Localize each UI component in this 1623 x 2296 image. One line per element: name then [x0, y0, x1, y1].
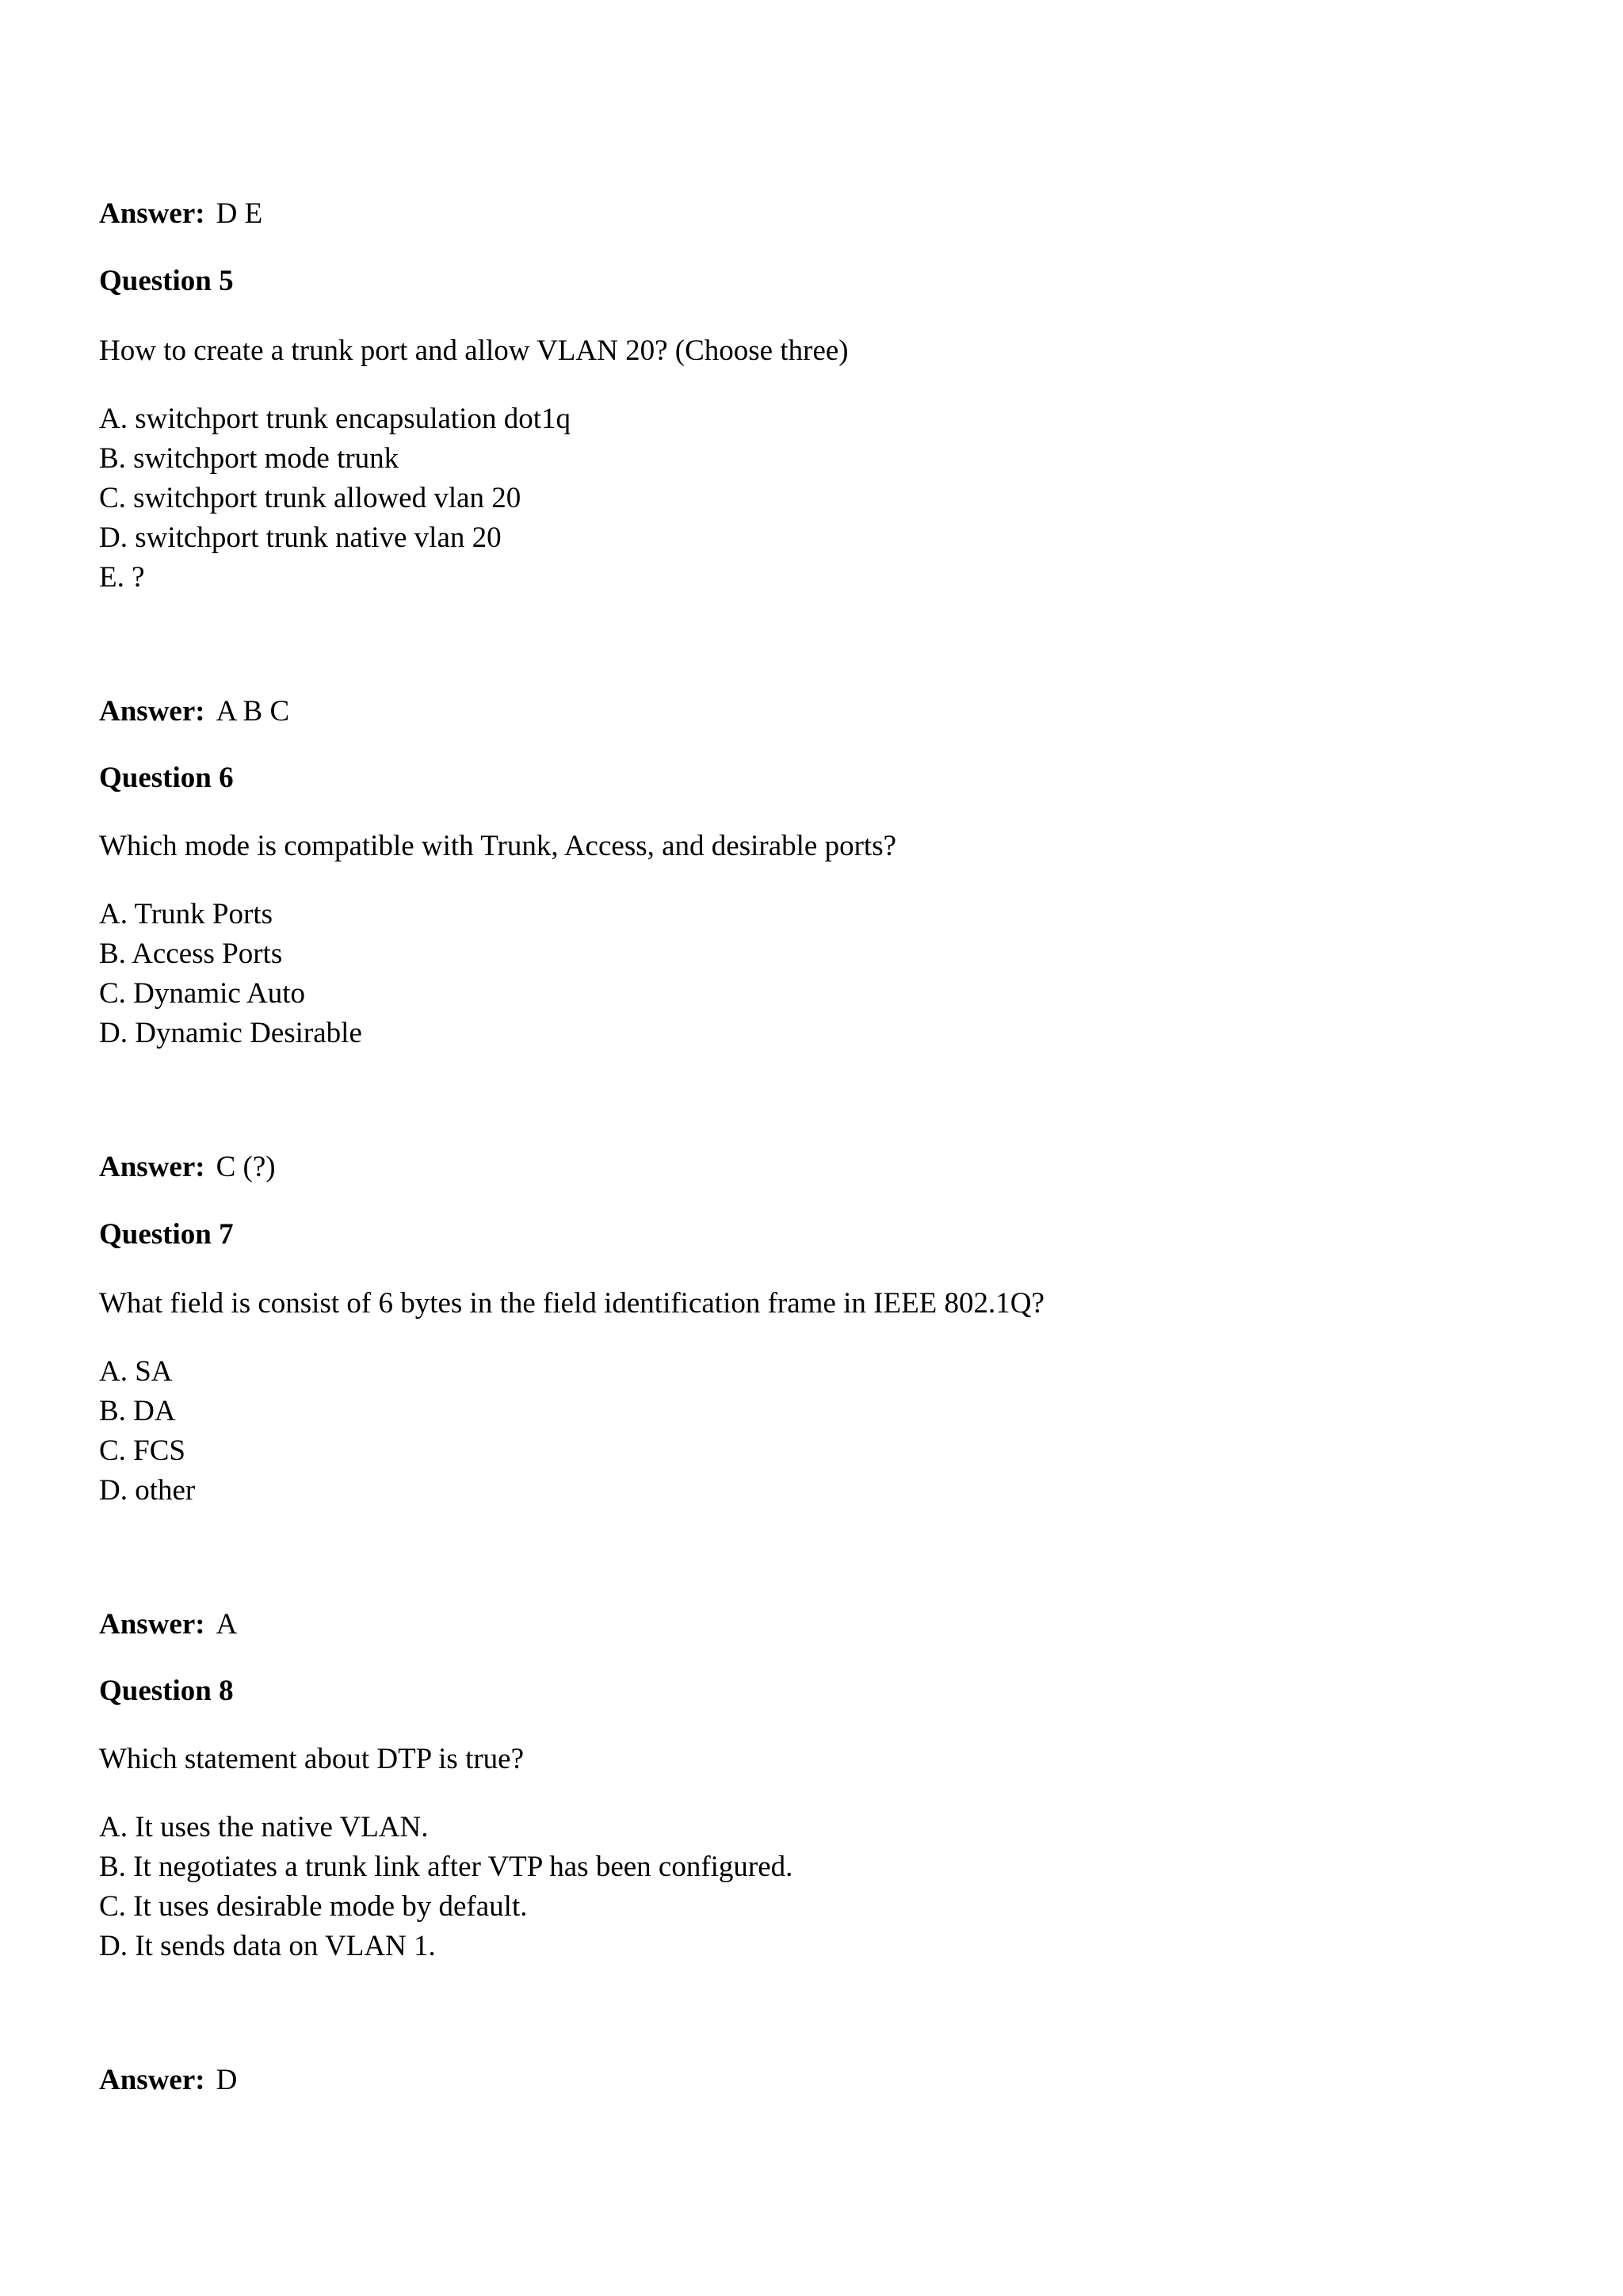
- option-item: A. It uses the native VLAN.: [99, 1811, 429, 1843]
- option-item: E. ?: [99, 561, 145, 594]
- option-list: [99, 1352, 195, 1511]
- option-item: B. Access Ports: [99, 938, 283, 970]
- answer-line: [99, 692, 289, 732]
- option-item: C. FCS: [99, 1435, 186, 1467]
- question-text: What field is consist of 6 bytes in the field identification frame in IEEE 802.1Q?: [99, 1287, 1044, 1320]
- answer-label: Answer:: [99, 695, 205, 728]
- answer-value: A B C: [216, 695, 290, 728]
- question-text: Which statement about DTP is true?: [99, 1743, 525, 1775]
- question-title: Question 8: [99, 1675, 234, 1707]
- option-item: B. switchport mode trunk: [99, 442, 399, 475]
- option-item: A. SA: [99, 1355, 173, 1388]
- question-text: How to create a trunk port and allow VLAN 20? (Choose three): [99, 334, 849, 367]
- option-item: D. other: [99, 1474, 196, 1507]
- answer-line: [99, 1148, 276, 1187]
- option-item: C. Dynamic Auto: [99, 977, 306, 1010]
- option-item: A. Trunk Ports: [99, 898, 273, 930]
- option-item: C. It uses desirable mode by default.: [99, 1890, 528, 1923]
- question-title: Question 5: [99, 265, 234, 297]
- answer-value: A: [216, 1608, 238, 1641]
- answer-label: Answer:: [99, 197, 205, 230]
- option-item: D. It sends data on VLAN 1.: [99, 1930, 436, 1962]
- answer-line: [99, 1605, 237, 1645]
- question-text: Which mode is compatible with Trunk, Access, and desirable ports?: [99, 830, 897, 862]
- answer-value: D E: [216, 197, 263, 230]
- answer-line: [99, 2061, 237, 2100]
- answer-value: D: [216, 2064, 238, 2096]
- option-item: B. It negotiates a trunk link after VTP has been configured.: [99, 1851, 793, 1883]
- option-item: C. switchport trunk allowed vlan 20: [99, 482, 521, 514]
- option-list: [99, 1808, 792, 1966]
- option-item: A. switchport trunk encapsulation dot1q: [99, 403, 571, 435]
- option-item: D. Dynamic Desirable: [99, 1017, 362, 1049]
- option-item: D. switchport trunk native vlan 20: [99, 521, 502, 554]
- answer-line: [99, 194, 262, 234]
- question-title: Question 7: [99, 1218, 234, 1251]
- answer-value: C (?): [216, 1151, 276, 1183]
- answer-label: Answer:: [99, 2064, 205, 2096]
- question-title: Question 6: [99, 762, 234, 794]
- answer-label: Answer:: [99, 1151, 205, 1183]
- option-list: [99, 399, 571, 598]
- answer-label: Answer:: [99, 1608, 205, 1641]
- option-list: [99, 895, 362, 1053]
- option-item: B. DA: [99, 1395, 176, 1427]
